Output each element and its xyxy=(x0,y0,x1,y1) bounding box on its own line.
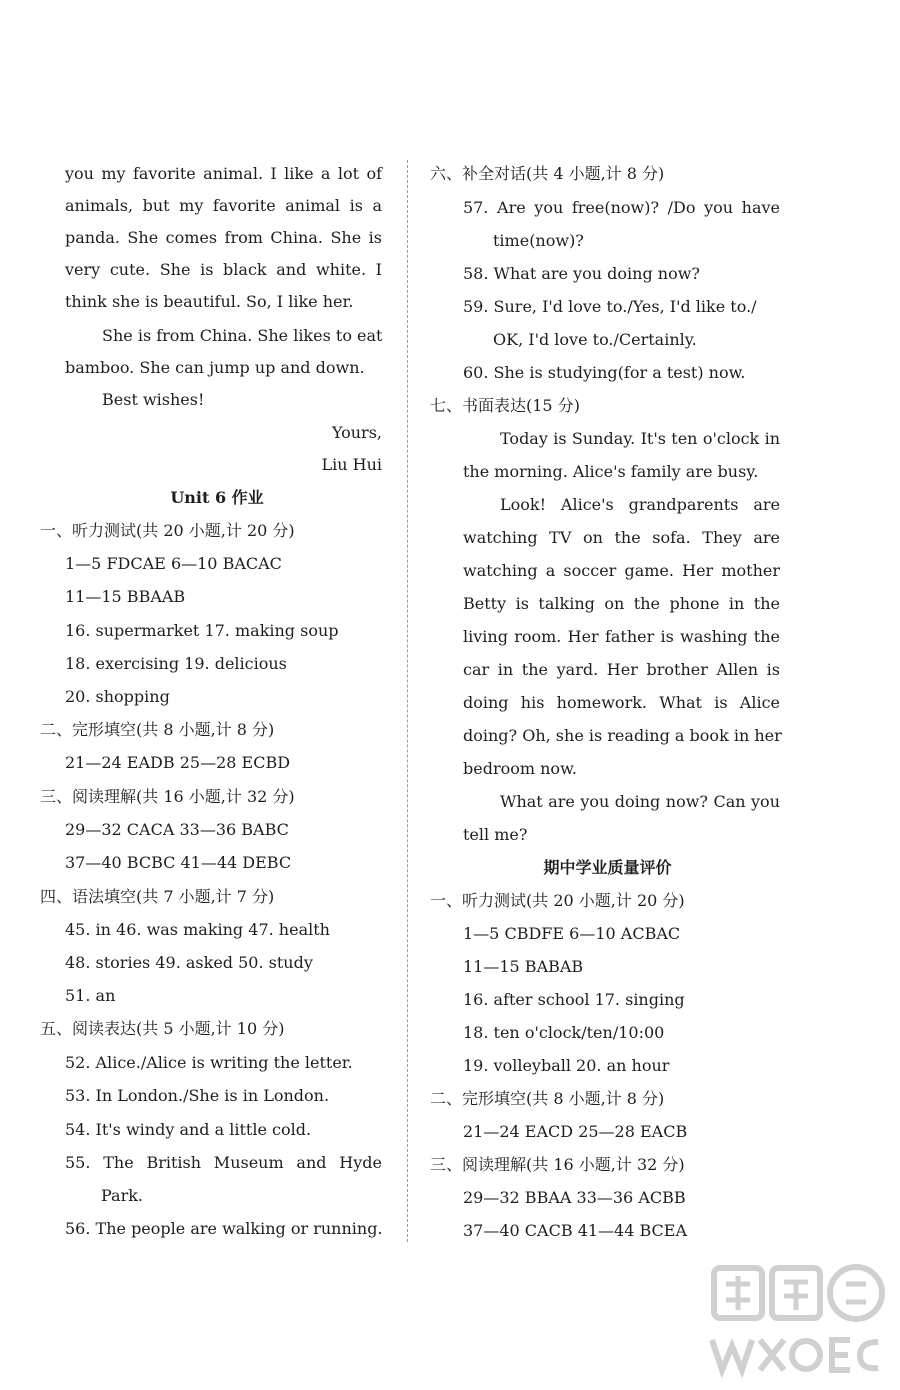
answer-line: OK, I'd love to./Certainly. xyxy=(493,330,697,349)
letter-line: animals, but my favorite animal is a xyxy=(65,196,382,215)
letter-line: think she is beautiful. So, I like her. xyxy=(65,292,354,311)
section-heading: 二、完形填空(共 8 小题,计 8 分) xyxy=(40,720,275,739)
essay-line: bedroom now. xyxy=(463,759,577,778)
letter-line: very cute. She is black and white. I xyxy=(65,260,382,279)
essay-line: Look! Alice's grandparents are xyxy=(500,495,780,514)
answer-line: 58. What are you doing now? xyxy=(463,264,700,283)
section-heading: 六、补全对话(共 4 小题,计 8 分) xyxy=(430,164,665,183)
answer-line: time(now)? xyxy=(493,231,584,250)
letter-line: She is from China. She likes to eat xyxy=(102,326,383,345)
answer-line: 19. volleyball 20. an hour xyxy=(463,1056,670,1075)
letter-line: you my favorite animal. I like a lot of xyxy=(65,164,382,183)
essay-line: tell me? xyxy=(463,825,528,844)
answer-line: 51. an xyxy=(65,986,116,1005)
answer-line: 20. shopping xyxy=(65,687,170,706)
essay-line: What are you doing now? Can you xyxy=(500,792,780,811)
essay-line: Today is Sunday. It's ten o'clock in xyxy=(500,429,780,448)
essay-line: doing his homework. What is Alice xyxy=(463,693,780,712)
answer-line: 48. stories 49. asked 50. study xyxy=(65,953,313,972)
answer-line: 29—32 BBAA 33—36 ACBB xyxy=(463,1188,686,1207)
answer-line: 16. supermarket 17. making soup xyxy=(65,621,339,640)
section-heading: 三、阅读理解(共 16 小题,计 32 分) xyxy=(430,1155,685,1174)
answer-line: 55. The British Museum and Hyde xyxy=(65,1153,382,1172)
answer-line: 60. She is studying(for a test) now. xyxy=(463,363,746,382)
answer-line: 21—24 EACD 25—28 EACB xyxy=(463,1122,688,1141)
essay-line: car in the yard. Her brother Allen is xyxy=(463,660,780,679)
section-heading: 四、语法填空(共 7 小题,计 7 分) xyxy=(40,887,275,906)
answer-line: 21—24 EADB 25—28 ECBD xyxy=(65,753,291,772)
section-heading: 二、完形填空(共 8 小题,计 8 分) xyxy=(430,1089,665,1108)
unit6-title: Unit 6 作业 xyxy=(170,488,264,507)
answer-line: 57. Are you free(now)? /Do you have xyxy=(463,198,780,217)
midterm-title: 期中学业质量评价 xyxy=(543,858,672,877)
answer-line: 52. Alice./Alice is writing the letter. xyxy=(65,1053,353,1072)
letter-closing: Best wishes! xyxy=(102,390,205,409)
answer-line: 56. The people are walking or running. xyxy=(65,1219,383,1238)
answer-line: 1—5 CBDFE 6—10 ACBAC xyxy=(463,924,681,943)
letter-line: bamboo. She can jump up and down. xyxy=(65,358,365,377)
answer-line: 1—5 FDCAE 6—10 BACAC xyxy=(65,554,282,573)
answer-line: 18. ten o'clock/ten/10:00 xyxy=(463,1023,665,1042)
essay-line: living room. Her father is washing the xyxy=(463,627,780,646)
letter-line: panda. She comes from China. She is xyxy=(65,228,382,247)
section-heading: 七、书面表达(15 分) xyxy=(430,396,580,415)
essay-line: doing? Oh, she is reading a book in her xyxy=(463,726,782,745)
column-divider xyxy=(407,160,408,1242)
essay-line: the morning. Alice's family are busy. xyxy=(463,462,759,481)
letter-signoff: Yours, xyxy=(331,423,382,442)
section-heading: 三、阅读理解(共 16 小题,计 32 分) xyxy=(40,787,295,806)
section-heading: 五、阅读表达(共 5 小题,计 10 分) xyxy=(40,1019,285,1038)
watermark-logo xyxy=(700,1262,890,1382)
answer-line: 16. after school 17. singing xyxy=(463,990,685,1009)
answer-line: 59. Sure, I'd love to./Yes, I'd like to./ xyxy=(463,297,757,316)
section-heading: 一、听力测试(共 20 小题,计 20 分) xyxy=(40,521,295,540)
answer-line: 37—40 BCBC 41—44 DEBC xyxy=(65,853,292,872)
answer-line: 11—15 BABAB xyxy=(463,957,584,976)
answer-line: 45. in 46. was making 47. health xyxy=(65,920,330,939)
essay-line: watching TV on the sofa. They are xyxy=(463,528,780,547)
answer-line: 37—40 CACB 41—44 BCEA xyxy=(463,1221,688,1240)
watermark-logo-icon xyxy=(700,1262,890,1382)
essay-line: watching a soccer game. Her mother xyxy=(463,561,780,580)
essay-line: Betty is talking on the phone in the xyxy=(463,594,780,613)
answer-line: 18. exercising 19. delicious xyxy=(65,654,287,673)
answer-line: 54. It's windy and a little cold. xyxy=(65,1120,312,1139)
answer-line: 53. In London./She is in London. xyxy=(65,1086,330,1105)
section-heading: 一、听力测试(共 20 小题,计 20 分) xyxy=(430,891,685,910)
answer-line: 29—32 CACA 33—36 BABC xyxy=(65,820,289,839)
answer-line: Park. xyxy=(101,1186,144,1205)
letter-signature: Liu Hui xyxy=(321,455,382,474)
answer-line: 11—15 BBAAB xyxy=(65,587,186,606)
